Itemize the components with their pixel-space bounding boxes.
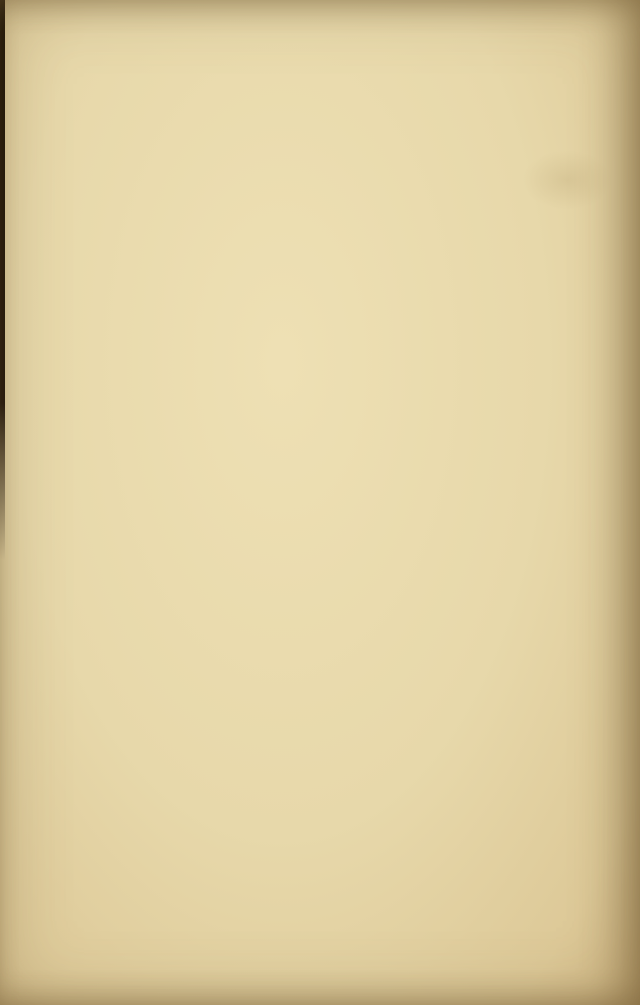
verse-number: [36, 197, 38, 212]
staff-bass-system1: [20, 246, 588, 302]
staff-bass-refrain2: [20, 736, 588, 792]
staff-treble-system2: [20, 308, 588, 364]
staff-treble-system1: [20, 122, 588, 178]
verse-line-3: [36, 213, 575, 228]
verse-number: [36, 182, 38, 197]
verse-number: [36, 213, 38, 228]
scan-edge-artifact: [0, 0, 5, 560]
staff-treble-refrain3: [20, 798, 588, 854]
staff-treble-refrain1: [20, 513, 588, 569]
verse-number: [36, 228, 38, 243]
verse-line-1: [36, 182, 575, 197]
staff-bass-system2: [20, 436, 588, 492]
verse-line-4: [36, 228, 575, 243]
verse-block: [36, 182, 575, 244]
staff-bass-refrain1: [20, 588, 588, 644]
staff-bass-refrain3: [20, 883, 588, 939]
verse-line-2: [36, 197, 575, 212]
staff-treble-refrain2: [20, 652, 588, 708]
